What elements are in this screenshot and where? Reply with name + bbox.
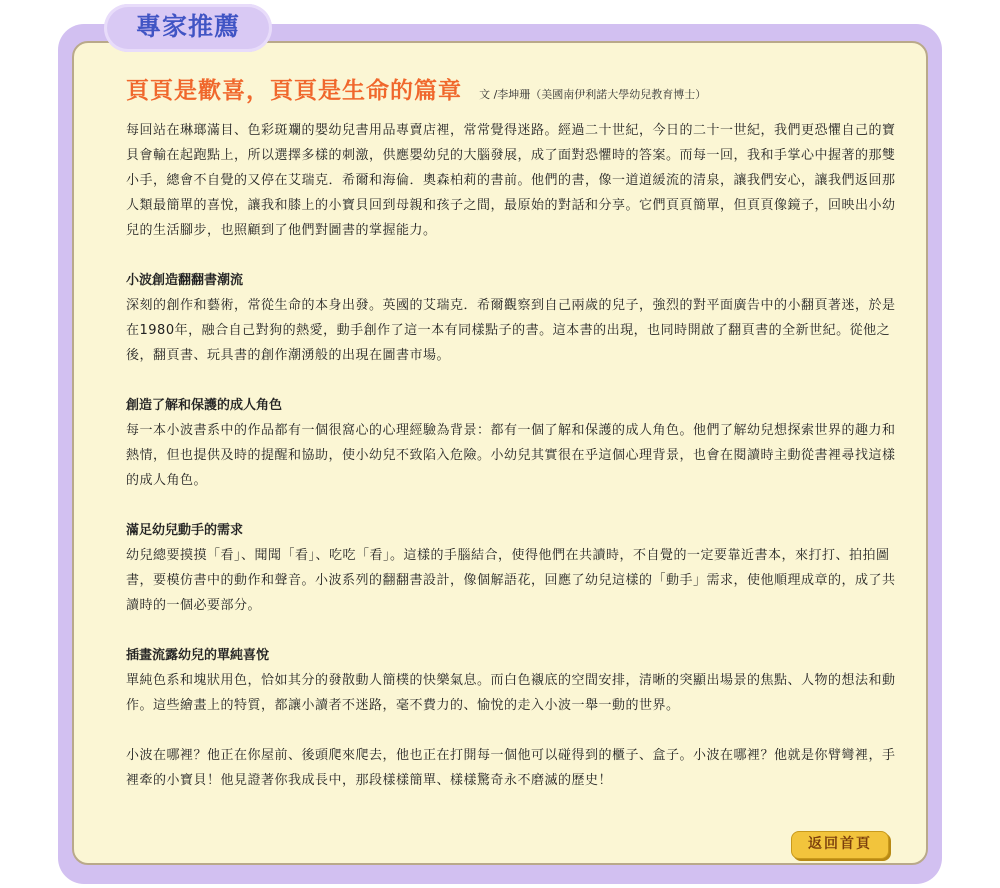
article-byline: 文 /李坤珊（美國南伊利諾大學幼兒教育博士） — [479, 88, 707, 101]
spacer — [126, 718, 896, 743]
section-paragraph: 每一本小波書系中的作品都有一個很窩心的心理經驗為背景：都有一個了解和保護的成人角色。他們了解幼兒想探索世界的趣力和熱情，但也提供及時的提醒和協助，使小幼兒不致陷入危險。小幼兒其實很在乎這個心理背景，也會在閱讀時主動從書裡尋找這樣的成人角色。 — [126, 423, 896, 488]
section-paragraph: 幼兒總要摸摸「看」、聞聞「看」、吃吃「看」。這樣的手腦結合，使得他們在共讀時，不自覺的一定要靠近書本，來打打、拍拍圖書，要模仿書中的動作和聲音。小波系列的翻翻書設計，像個解語花，回應了幼兒這樣的「動手」需求，使他順理成章的，成了共讀時的一個必要部分。 — [126, 548, 896, 613]
section-heading: 滿足幼兒動手的需求 — [126, 523, 244, 538]
section-heading: 創造了解和保護的成人角色 — [126, 398, 283, 413]
section-tab — [104, 4, 272, 52]
intro-paragraph: 每回站在琳瑯滿目、色彩斑斕的嬰幼兒書用品專賣店裡，常常覺得迷路。經過二十世紀，今日的二十一世紀，我們更恐懼自己的寶貝會輸在起跑點上，所以選擇多樣的刺激，供應嬰幼兒的大腦發展，成了面對恐懼時的答案。而每一回，我和手掌心中握著的那雙小手，總會不自覺的又停在艾瑞克．希爾和海倫．奧森柏莉的書前。他們的書，像一道道緩流的清泉，讓我們安心，讓我們返回那人類最簡單的喜悅，讓我和膝上的小寶貝回到母親和孩子之間，最原始的對話和分享。它們頁頁簡單，但頁頁像鏡子，回映出小幼兒的生活腳步，也照顧到了他們對圖書的掌握能力。 — [126, 123, 896, 238]
section-heading: 插畫流露幼兒的單純喜悅 — [126, 648, 270, 663]
article-header — [126, 72, 706, 108]
section-paragraph: 單純色系和塊狀用色，恰如其分的發散動人簡樸的快樂氣息。而白色襯底的空間安排，清晰的突顯出場景的焦點、人物的想法和動作。這些繪畫上的特質，都讓小讀者不迷路，毫不費力的、愉悅的走入小波一舉一動的世界。 — [126, 673, 896, 713]
article-title: 頁頁是歡喜，頁頁是生命的篇章 — [126, 78, 462, 104]
back-to-home-button[interactable]: 返回首頁 — [791, 831, 889, 859]
spacer — [126, 368, 896, 393]
spacer — [126, 243, 896, 268]
spacer — [126, 618, 896, 643]
spacer — [126, 493, 896, 518]
section-paragraph: 深刻的創作和藝術，常從生命的本身出發。英國的艾瑞克．希爾觀察到自己兩歲的兒子，強烈的對平面廣告中的小翻頁著迷，於是在1980年，融合自己對狗的熱愛，動手創作了這一本有同樣點子的書。這本書的出現，也同時開啟了翻頁書的全新世紀。從他之後，翻頁書、玩具書的創作潮湧般的出現在圖書市場。 — [126, 298, 896, 363]
section-tab-label: 專家推薦 — [135, 12, 240, 41]
closing-paragraph: 小波在哪裡？他正在你屋前、後頭爬來爬去，他也正在打開每一個他可以碰得到的櫃子、盒子。小波在哪裡？他就是你臂彎裡，手裡牽的小寶貝！他見證著你我成長中，那段樣樣簡單、樣樣驚奇永不磨滅的歷史！ — [126, 748, 896, 788]
section-heading: 小波創造翻翻書潮流 — [126, 273, 244, 288]
article-body — [126, 118, 896, 793]
